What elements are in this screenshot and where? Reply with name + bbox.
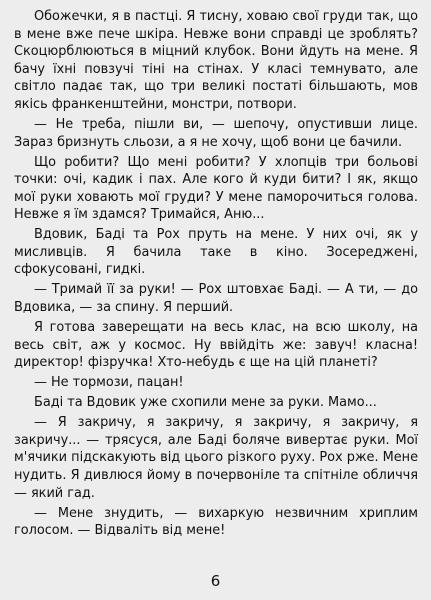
paragraph-7: — Не тормози, пацан! xyxy=(34,375,184,391)
page-number: 6 xyxy=(210,572,221,590)
page-text xyxy=(14,8,418,542)
paragraph-5: — Тримай її за руки! — Рох штовхає Баді. — А ти, — до Вдовика, — за спину. Я перший. xyxy=(14,282,418,316)
paragraph-6: Я готова заверещати на весь клас, на всю школу, на весь світ, аж у космос. Ну ввійдіть же: завуч! класна! директор! фізручка! Хто-небудь є ще на цій планеті? xyxy=(14,320,418,371)
paragraph-4: Вдовик, Баді та Рох пруть на мене. У них очі, як у мисливців. Я бачила таке в кіно. Зосереджені, сфокусовані, гидкі. xyxy=(14,227,418,278)
paragraph-1: Обожечки, я в пастці. Я тисну, ховаю свої груди так, що в мене вже пече шкіра. Невже вони справді це зроблять? Скоцюрблюються в міцний клубок. Вони йдуть на мене. Я бачу їхні повзучі тіні на стінах. У класі темнувато, але світло падає так, що три великі постаті більшають, мов якісь франкенштейни, монстри, потвори. xyxy=(14,9,418,112)
paragraph-10: — Мене знудить, — вихаркую незвичним хриплим голосом. — Відваліть від мене! xyxy=(14,505,418,539)
paragraph-9: — Я закричу, я закричу, я закричу, я закричу, я закричу... — трясуся, але Баді боляче вивертає руки. Мої м'ячики підскакують від цього різкого руху. Рох рже. Мене нудить. Я дивлюся йому в почервоніле та спітніле обличчя — який гад. xyxy=(14,415,418,501)
paragraph-2: — Не треба, пішли ви, — шепочу, опустивши лице. Зараз бризнуть сльози, а я не хочу, щоб вони це бачили. xyxy=(14,116,418,150)
paragraph-8: Баді та Вдовик уже схопили мене за руки. Мамо... xyxy=(34,395,377,411)
paragraph-3: Що робити? Що мені робити? У хлопців три больові точки: очі, кадик і пах. Але кого й куди бити? І як, якщо мої руки ховають мої груди? У мене паморочиться голова. Невже я їм здамся? Тримайся, Аню... xyxy=(14,154,418,223)
